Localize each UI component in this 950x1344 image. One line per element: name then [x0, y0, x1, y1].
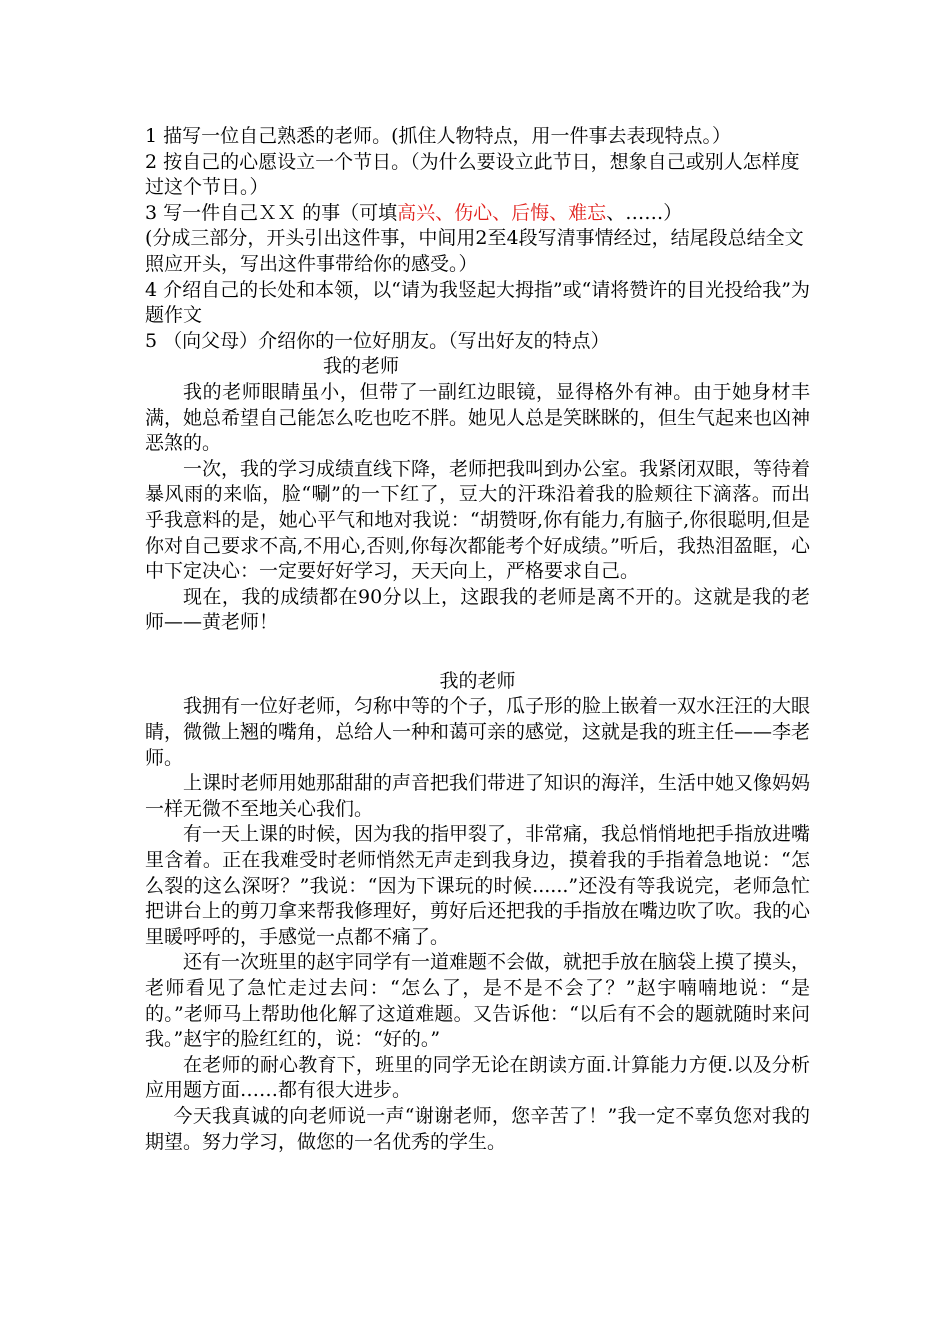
essay-2-title: 我的老师 — [439, 669, 516, 692]
prompt-4: 4 介绍自己的长处和本领，以“请为我竖起大拇指”或“请将赞许的目光投给我”为题作文 — [145, 278, 810, 327]
prompt-3-highlight: 高兴、伤心、后悔、难忘 — [397, 201, 607, 224]
prompt-3-prefix: 3 写一件自己ＸＸ 的事（可填 — [145, 201, 398, 224]
prompt-3-suffix: 、……） — [606, 201, 683, 224]
essay-1-paragraph: 一次，我的学习成绩直线下降，老师把我叫到办公室。我紧闭双眼，等待着暴风雨的来临，脸“唰”的一下红了，豆大的汗珠沿着我的脸颊往下滴落。而出乎我意料的是，她心平气和地对我说：“胡赞呀,你有能力,有脑子,你很聪明,但是你对自己要求不高,不用心,否则,你每次都能考个好成绩。”听后，我热泪盈眶，心中下定决心：一定要好好学习，天天向上，严格要求自己。 — [145, 457, 811, 583]
essay-1-paragraph: 现在，我的成绩都在90分以上，这跟我的老师是离不开的。这就是我的老师——黄老师！ — [145, 585, 810, 634]
essay-2-paragraph: 我拥有一位好老师，匀称中等的个子，瓜子形的脸上嵌着一双水汪汪的大眼睛，微微上翘的嘴角，总给人一种和蔼可亲的感觉，这就是我的班主任——李老师。 — [145, 695, 811, 769]
document-page — [145, 124, 810, 1155]
prompt-1: 1 描写一位自己熟悉的老师。(抓住人物特点，用一件事去表现特点。） — [145, 125, 732, 147]
essay-2-paragraph: 在老师的耐心教育下，班里的同学无论在朗读方面.计算能力方便.以及分析应用题方面……都有很大进步。 — [145, 1053, 810, 1102]
essay-2-paragraph: 今天我真诚的向老师说一声“谢谢老师，您辛苦了！”我一定不辜负您对我的期望。努力学习，做您的一名优秀的学生。 — [145, 1104, 810, 1153]
essay-2-paragraph: 还有一次班里的赵宇同学有一道难题不会做，就把手放在脑袋上摸了摸头，老师看见了急忙走过去问：“怎么了，是不是不会了？”赵宇喃喃地说：“是的。”老师马上帮助他化解了这道难题。又告诉他：“以后有不会的题就随时来问我。”赵宇的脸红红的，说：“好的。” — [145, 951, 811, 1051]
prompt-2: 2 按自己的心愿设立一个节日。（为什么要设立此节日，想象自己或别人怎样度过这个节日。） — [145, 150, 800, 199]
prompt-3-note: (分成三部分，开头引出这件事，中间用2至4段写清事情经过，结尾段总结全文照应开头，写出这件事带给你的感受。） — [145, 227, 804, 275]
section-gap — [145, 636, 810, 669]
essay-2-paragraph: 有一天上课的时候，因为我的指甲裂了，非常痛，我总悄悄地把手指放进嘴里含着。正在我难受时老师悄然无声走到我身边，摸着我的手指着急地说：“怎么裂的这么深呀？”我说：“因为下课玩的时候......”还没有等我说完，老师急忙把讲台上的剪刀拿来帮我修理好，剪好后还把我的手指放在嘴边吹了吹。我的心里暖呼呼的，手感觉一点都不痛了。 — [145, 823, 811, 948]
prompt-5: 5 （向父母）介绍你的一位好朋友。（写出好友的特点） — [145, 329, 610, 352]
essay-1-paragraph: 我的老师眼睛虽小，但带了一副红边眼镜，显得格外有神。由于她身材丰满，她总希望自己能怎么吃也吃不胖。她见人总是笑眯眯的，但生气起来也凶神恶煞的。 — [145, 380, 811, 455]
essay-2-paragraph: 上课时老师用她那甜甜的声音把我们带进了知识的海洋，生活中她又像妈妈一样无微不至地关心我们。 — [145, 772, 811, 820]
essay-1-title: 我的老师 — [323, 355, 400, 378]
prompt-3 — [145, 201, 810, 227]
